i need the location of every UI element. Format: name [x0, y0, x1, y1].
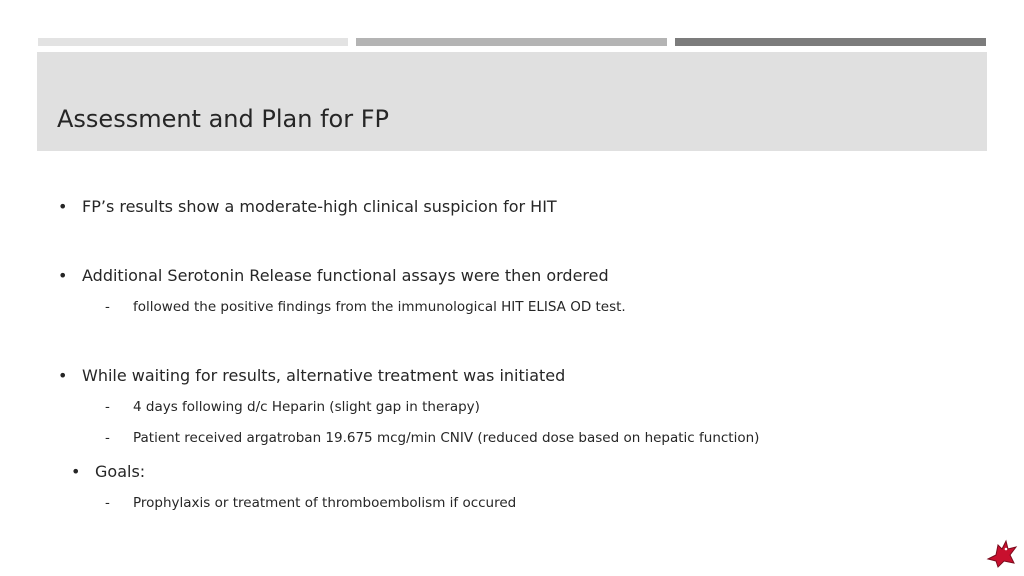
- sub-text: Prophylaxis or treatment of thromboembolism if occured: [133, 495, 517, 511]
- bullet-text: While waiting for results, alternative treatment was initiated: [82, 366, 566, 385]
- sub-dash: -: [105, 399, 110, 415]
- sub-text: followed the positive findings from the immunological HIT ELISA OD test.: [133, 299, 626, 315]
- cardinal-bird-icon: [984, 535, 1020, 571]
- sub-item: [105, 299, 626, 315]
- bullet-dot: •: [58, 197, 68, 216]
- sub-item: [105, 430, 760, 446]
- sub-item: [105, 495, 517, 511]
- bullet-item: [58, 266, 609, 285]
- sub-dash: -: [105, 430, 110, 446]
- bullet-item: [58, 197, 557, 216]
- sub-dash: -: [105, 495, 110, 511]
- bullet-text: Additional Serotonin Release functional assays were then ordered: [82, 266, 609, 285]
- slide-title: Assessment and Plan for FP: [57, 105, 389, 133]
- bullet-item: [58, 366, 566, 385]
- bullet-text: Goals:: [95, 462, 146, 481]
- bullet-dot: •: [58, 266, 68, 285]
- sub-dash: -: [105, 299, 110, 315]
- bullet-text: FP’s results show a moderate-high clinical suspicion for HIT: [82, 197, 557, 216]
- sub-text: 4 days following d/c Heparin (slight gap in therapy): [133, 399, 480, 415]
- bullet-dot: •: [58, 366, 68, 385]
- bullet-dot: •: [71, 462, 81, 481]
- bullet-item: [71, 462, 146, 481]
- sub-text: Patient received argatroban 19.675 mcg/min CNIV (reduced dose based on hepatic function): [133, 430, 760, 446]
- sub-item: [105, 399, 480, 415]
